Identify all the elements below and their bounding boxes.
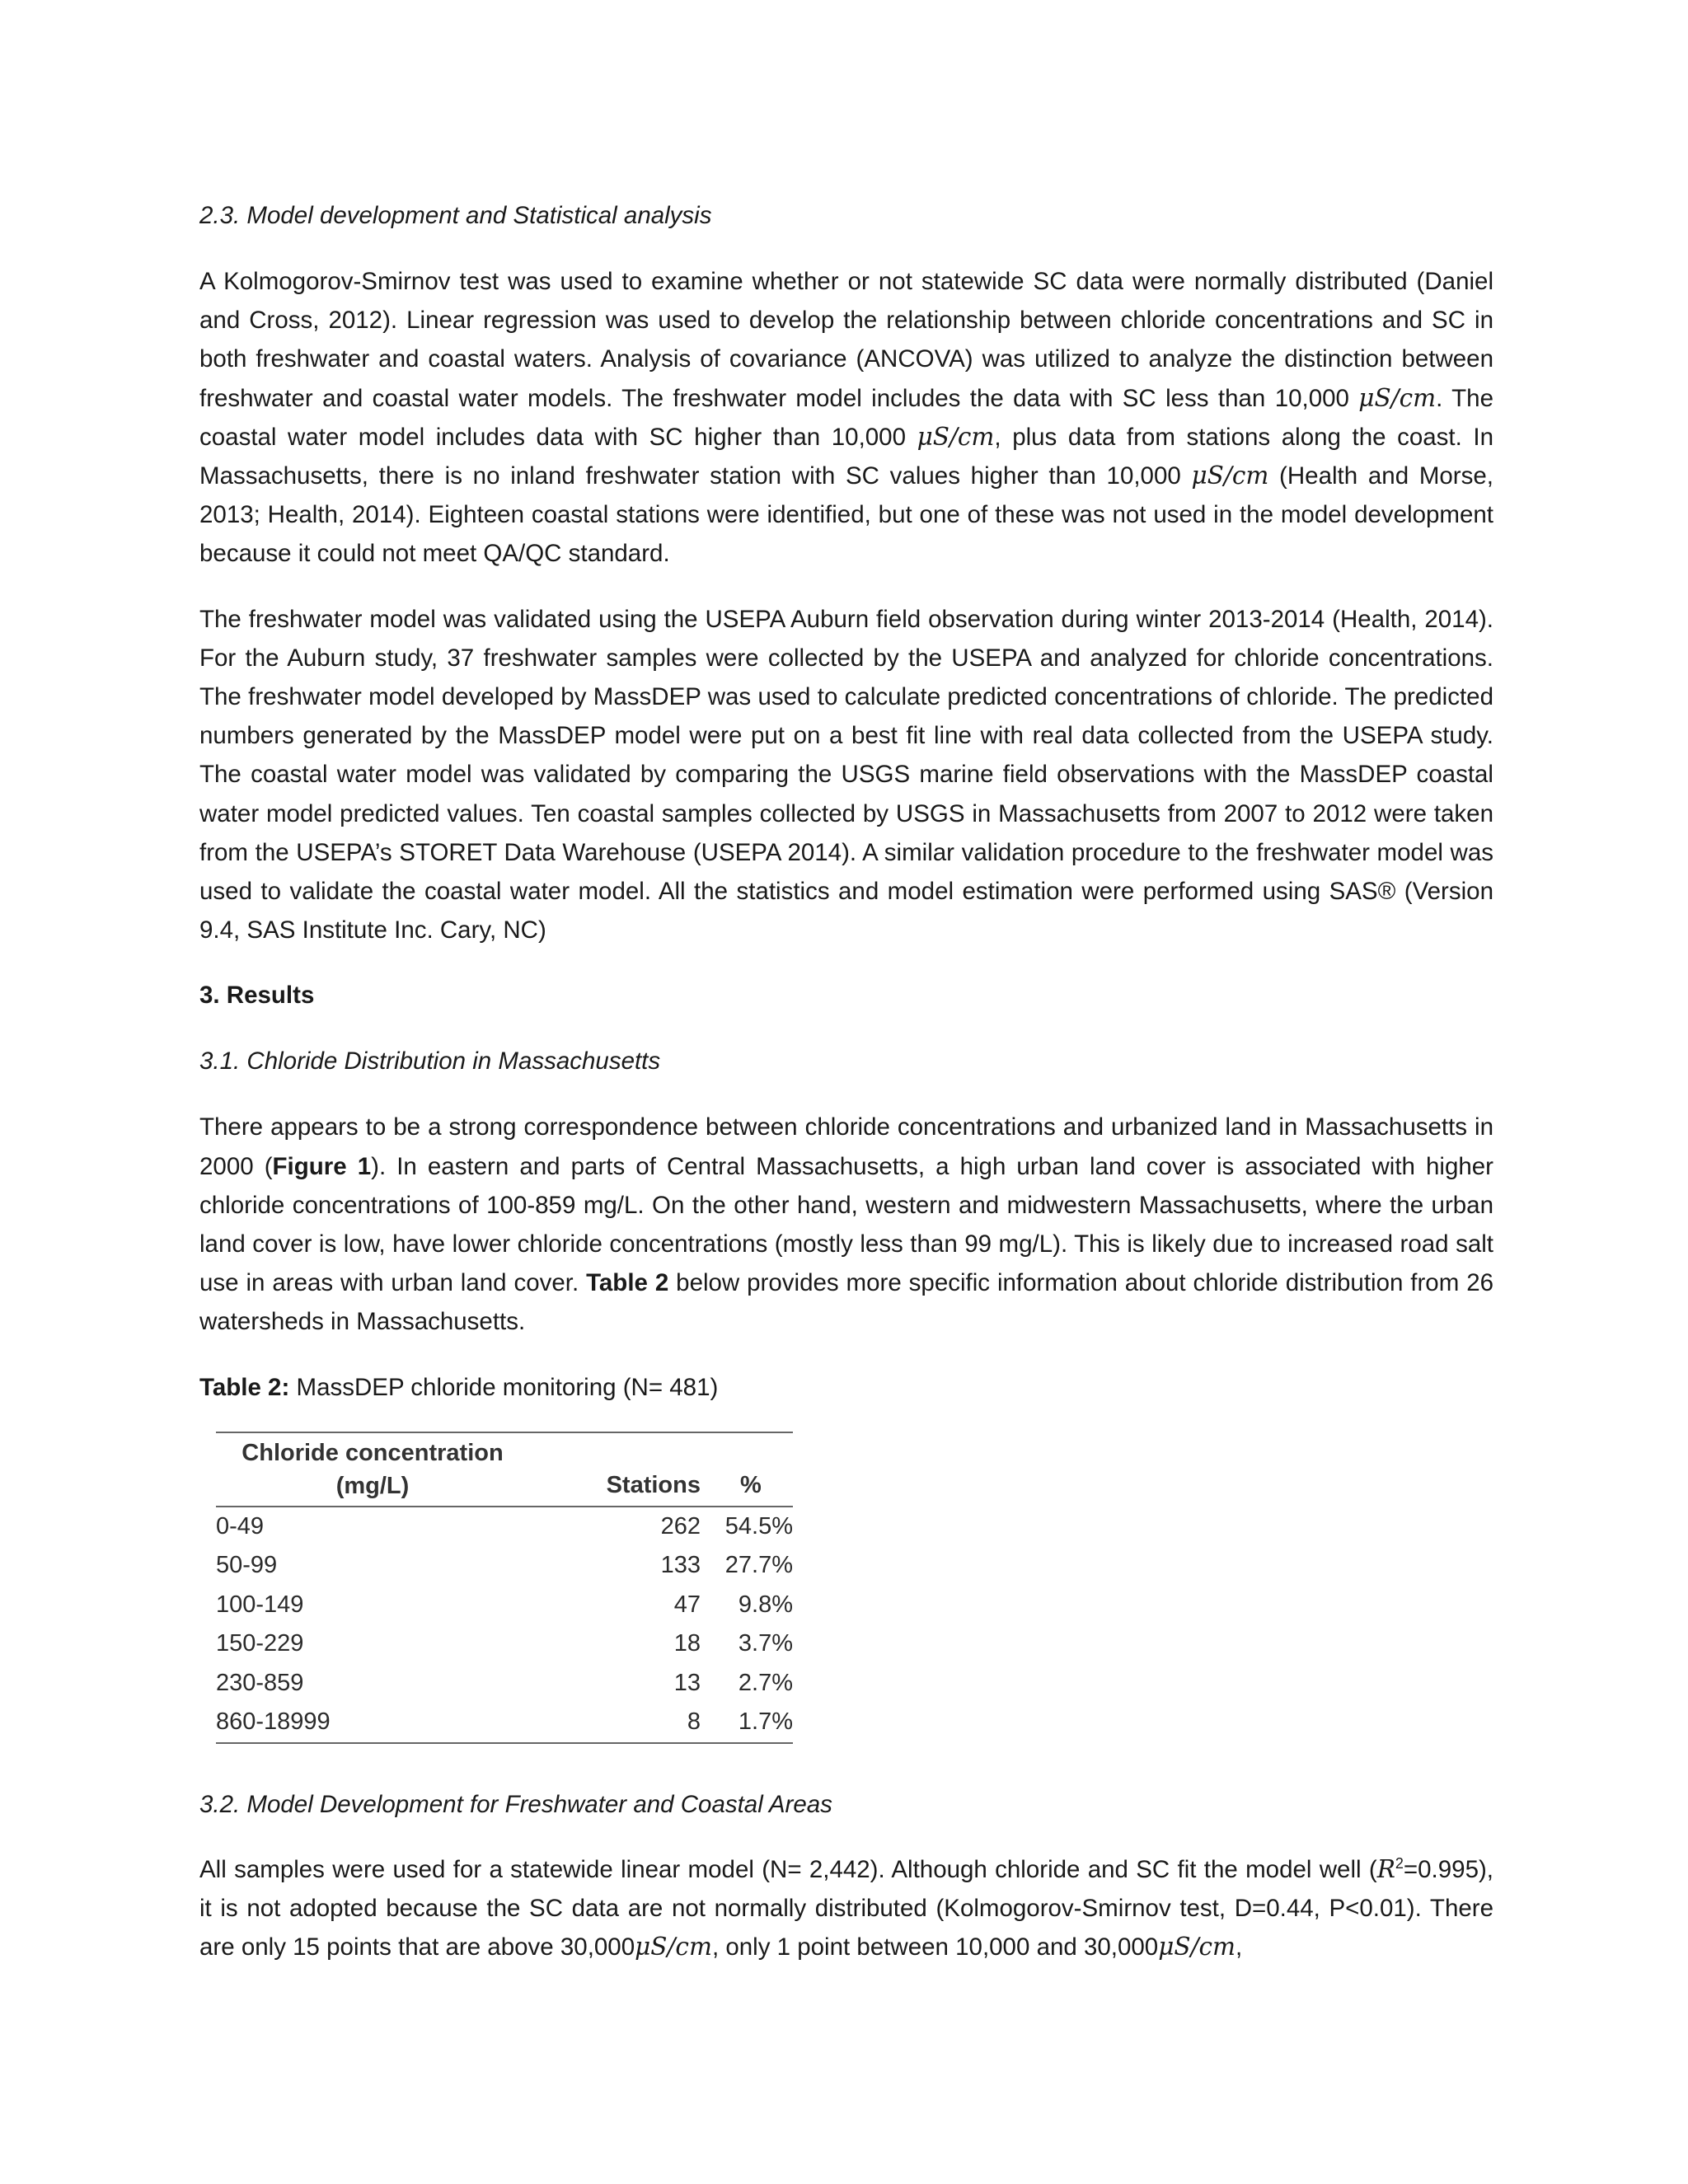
section-3-heading: 3. Results bbox=[199, 982, 315, 1010]
table-row bbox=[216, 1546, 793, 1586]
text-run: , bbox=[1236, 1933, 1243, 1961]
section-2-3-paragraph-1 bbox=[199, 262, 1493, 574]
text-run: =0.995), it is not adopted because the SC data are not normally distributed (Kolmogorov-Smirnov test, D=0.44, P<0.01). There are only 15 points that are above 30,000 bbox=[199, 1855, 1493, 1961]
header-percent: % bbox=[707, 1432, 793, 1507]
table-row bbox=[216, 1507, 793, 1547]
text-run: ). In eastern and parts of Central Massachusetts, a high urban land cover is associated with higher chloride concentrations of 100-859 mg/L. On the other hand, western and midwestern Massachusetts, where the urban land cover is low, have lower chloride concentrations (mostly less than 99 mg/L). This is likely due to increased road salt use in areas with urban land cover. bbox=[199, 1152, 1493, 1297]
cell-range: 230-859 bbox=[216, 1669, 304, 1696]
r-squared-exponent: 2 bbox=[1395, 1854, 1404, 1872]
section-3-2-paragraph-1 bbox=[199, 1850, 1493, 1967]
text-run: (Health and Morse, 2013; Health, 2014). Eighteen coastal stations were identified, but one of these was not used in the model development because it could not meet QA/QC standard. bbox=[199, 462, 1493, 568]
cell-stations: 8 bbox=[562, 1703, 707, 1743]
text-run: , plus data from stations along the coast. In Massachusetts, there is no inland freshwater station with SC values higher than 10,000 bbox=[199, 423, 1493, 490]
cell-percent: 2.7% bbox=[738, 1669, 793, 1696]
table-row bbox=[216, 1624, 793, 1664]
header-concentration bbox=[216, 1432, 562, 1507]
cell-percent: 3.7% bbox=[738, 1630, 793, 1657]
cell-range: 50-99 bbox=[216, 1552, 278, 1579]
table-body bbox=[216, 1507, 793, 1743]
table-row bbox=[216, 1664, 793, 1704]
unit-symbol: μS/cm bbox=[1158, 1933, 1236, 1961]
text-run: All samples were used for a statewide linear model (N= 2,442). Although chloride and SC fit the model well ( bbox=[199, 1855, 1377, 1883]
text-run: , only 1 point between 10,000 and 30,000 bbox=[711, 1933, 1159, 1961]
header-concentration-line2: (mg/L) bbox=[335, 1472, 410, 1499]
section-2-3-paragraph-2: The freshwater model was validated using the USEPA Auburn field observation during winter 2013-2014 (Health, 2014). For the Auburn study, 37 freshwater samples were collected by the USEPA and analyzed for chloride concentrations. The freshwater model developed by MassDEP was used to calculate predicted concentrations of chloride. The predicted numbers generated by the MassDEP model were put on a best fit line with real data collected from the USEPA study. The coastal water model was validated by comparing the USGS marine field observations with the MassDEP coastal water model predicted values. Ten coastal samples collected by USGS in Massachusetts from 2007 to 2012 were taken from the USEPA’s STORET Data Warehouse (USEPA 2014). A similar validation procedure to the freshwater model was used to validate the coastal water model. All the statistics and model estimation were performed using SAS® (Version 9.4, SAS Institute Inc. Cary, NC) bbox=[199, 605, 1493, 944]
table-caption-label: Table 2: bbox=[199, 1373, 290, 1401]
section-2-3-heading: 2.3. Model development and Statistical analysis bbox=[199, 202, 712, 229]
figure-reference: Figure 1 bbox=[272, 1152, 372, 1180]
cell-stations: 13 bbox=[673, 1669, 701, 1696]
text-run: A Kolmogorov-Smirnov test was used to examine whether or not statewide SC data were normally distributed (Daniel and Cross, 2012). Linear regression was used to develop the relationship between chloride concentrations and SC in both freshwater and coastal waters. Analysis of covariance (ANCOVA) was utilized to analyze the distinction between freshwater and coastal water models. The freshwater model includes the data with SC less than 10,000 bbox=[199, 268, 1493, 412]
section-3-2-heading: 3.2. Model Development for Freshwater and Coastal Areas bbox=[199, 1790, 832, 1818]
cell-stations: 18 bbox=[673, 1630, 701, 1657]
cell-percent: 1.7% bbox=[707, 1703, 793, 1743]
cell-percent: 27.7% bbox=[724, 1552, 793, 1579]
cell-stations: 47 bbox=[673, 1591, 701, 1618]
chloride-table bbox=[216, 1432, 793, 1744]
unit-symbol: μS/cm bbox=[1358, 383, 1437, 412]
text-run: There appears to be a strong correspondence between chloride concentrations and urbanized land in Massachusetts in 2000 ( bbox=[199, 1113, 1493, 1180]
cell-range: 860-18999 bbox=[216, 1703, 562, 1743]
table-caption-text: MassDEP chloride monitoring (N= 481) bbox=[289, 1373, 719, 1401]
cell-range: 0-49 bbox=[216, 1512, 265, 1540]
section-3-1-heading: 3.1. Chloride Distribution in Massachusetts bbox=[199, 1047, 661, 1076]
cell-percent: 54.5% bbox=[724, 1512, 793, 1540]
text-run: . The coastal water model includes data with SC higher than 10,000 bbox=[199, 384, 1493, 451]
table-row bbox=[216, 1703, 793, 1743]
cell-percent: 9.8% bbox=[738, 1591, 793, 1618]
r-squared-symbol: R bbox=[1376, 1854, 1395, 1883]
cell-range: 100-149 bbox=[216, 1591, 304, 1618]
table-caption bbox=[199, 1368, 1493, 1407]
unit-symbol: μS/cm bbox=[917, 422, 995, 451]
table-row bbox=[216, 1586, 793, 1625]
header-concentration-line1: Chloride concentration bbox=[241, 1439, 504, 1466]
cell-range: 150-229 bbox=[216, 1630, 304, 1657]
unit-symbol: μS/cm bbox=[1191, 462, 1269, 490]
text-run: below provides more specific information about chloride distribution from 26 watersheds in Massachusetts. bbox=[199, 1269, 1494, 1336]
table-reference: Table 2 bbox=[586, 1269, 669, 1297]
unit-symbol: μS/cm bbox=[635, 1933, 712, 1961]
section-3-1-paragraph-1 bbox=[199, 1108, 1493, 1341]
header-stations: Stations bbox=[562, 1432, 707, 1507]
cell-stations: 262 bbox=[660, 1512, 701, 1540]
cell-stations: 133 bbox=[660, 1552, 701, 1579]
table-header-row bbox=[216, 1432, 793, 1507]
